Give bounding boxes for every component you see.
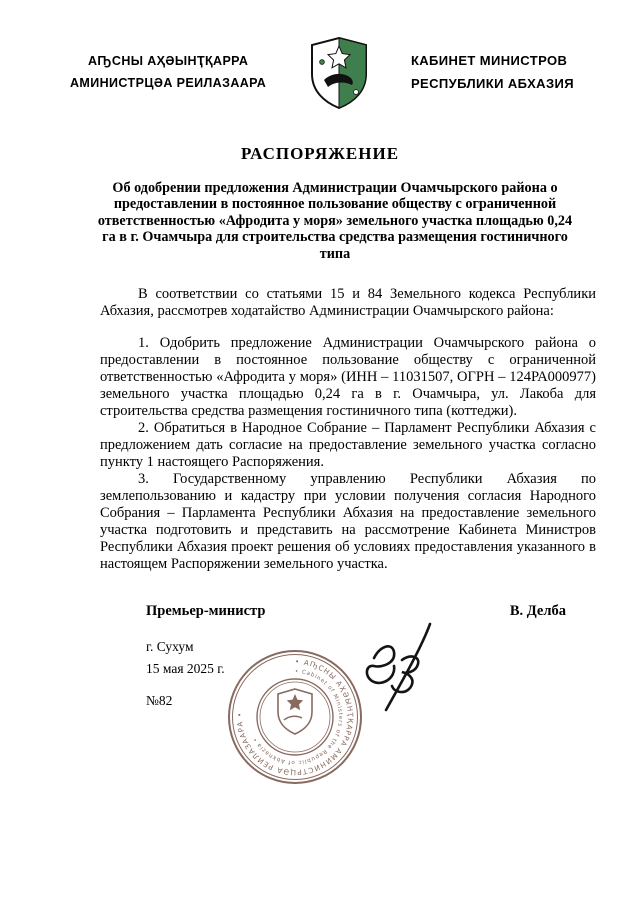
issuer-abkhazian-line1: АҦСНЫ АҲӘЫНҬҚАРРА [87,54,249,69]
signer-name: В. Делба [509,602,566,619]
document-title: РАСПОРЯЖЕНИЕ [240,144,400,163]
clause-2: 2. Обратиться в Народное Собрание – Парламент Республики Абхазия с предложением дать согласие на предоставление земельного участка согласно пункту 1 настоящего Распоряжения. [100,420,596,470]
document-body [100,286,596,572]
coat-of-arms [308,36,370,110]
document-meta [146,636,640,713]
issuer-russian-line1: КАБИНЕТ МИНИСТРОВ [410,53,568,69]
coat-of-arms-graphic [308,36,370,110]
clause-3: 3. Государственному управлению Республики Абхазия по землепользованию и кадастру при условии получения согласия Народного Собрания – Парламента Республики Абхазия на предоставление земельного участка подготовить и представить на рассмотрение Кабинета Министров Республики Абхазия проект решения об условиях предоставления указанного в настоящем Распоряжении земельного участка. [100,470,596,572]
preamble-paragraph: В соответствии со статьями 15 и 84 Земельного кодекса Республики Абхазия, рассмотрев ходатайство Администрации Очамчырского района: [100,286,596,320]
stamp-inner-ring-text: • Cabinet of Ministers of the Republic of Abkhazia • [252,668,344,766]
issuer-russian-line2: РЕСПУБЛИКИ АБХАЗИЯ [410,76,574,91]
issuer-name-russian [411,50,574,96]
issuer-name-abkhazian [70,51,266,95]
document-city: г. Сухум [146,638,194,654]
clause-1: 1. Одобрить предложение Администрации Очамчырского района о предоставлении в постоянное пользование обществу с ограниченной ответственностью «Афродита у моря» (ИНН – 11031507, ОГРН – 124РА000977) земельного участка площадью 0,24 га в г. Очамчыра, ул. Лакоба для строительства средства размещения гостиничного типа (коттеджи). [100,335,596,420]
document-number: №82 [146,693,173,709]
document-header [0,0,640,110]
document-date: 15 мая 2025 г. [146,660,225,676]
document-subject: Об одобрении предложения Администрации Очамчырского района о предоставлении в постоянное пользование обществу с ограниченной ответственностью «Афродита у моря» земельного участка площадью 0,24 га в г. Очамчыра для строительства средства размещения гостиничного типа [97,180,573,262]
issuer-abkhazian-line2: АМИНИСТРЦӘА РЕИЛАЗААРА [70,76,267,90]
signature-row [146,603,566,620]
stamp-outer-ring-text: • АҦСНЫ АҲӘЫНҬҚАРРА АМИНИСТРЦӘА РЕИЛАЗААРА • [234,656,356,778]
signer-position: Премьер-министр [146,602,266,619]
